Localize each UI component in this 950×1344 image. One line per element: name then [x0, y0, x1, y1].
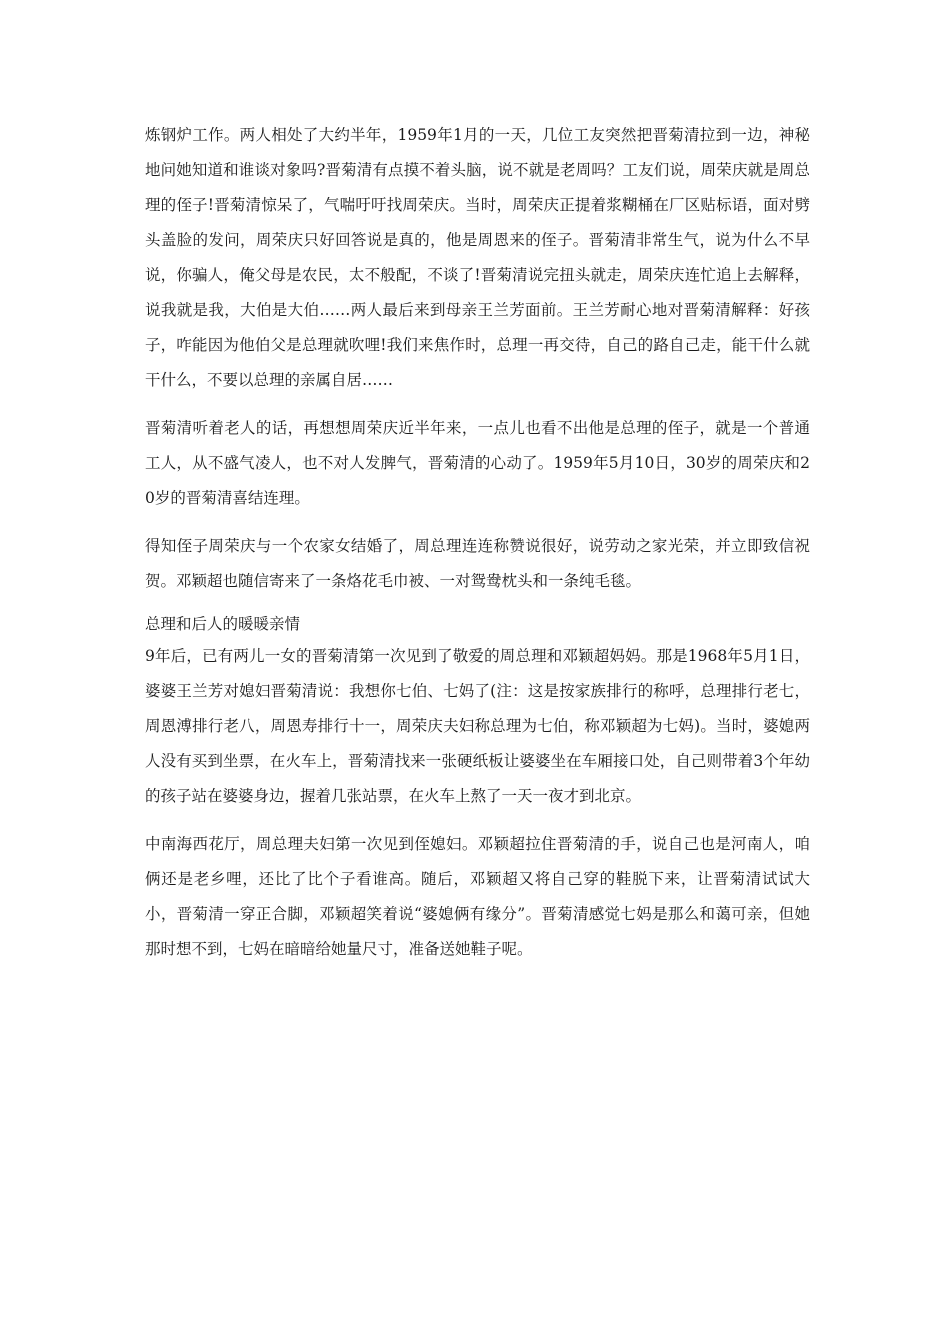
document-body — [145, 118, 810, 967]
paragraph: 炼钢炉工作。两人相处了大约半年，1959年1月的一天，几位工友突然把晋菊清拉到一边，神秘地问她知道和谁谈对象吗?晋菊清有点摸不着头脑，说不就是老周吗？工友们说，周荣庆就是周总理的侄子!晋菊清惊呆了，气喘吁吁找周荣庆。当时，周荣庆正提着浆糊桶在厂区贴标语，面对劈头盖脸的发问，周荣庆只好回答说是真的，他是周恩来的侄子。晋菊清非常生气，说为什么不早说，你骗人，俺父母是农民，太不般配，不谈了!晋菊清说完扭头就走，周荣庆连忙追上去解释，说我就是我，大伯是大伯……两人最后来到母亲王兰芳面前。王兰芳耐心地对晋菊清解释：好孩子，咋能因为他伯父是总理就吹哩!我们来焦作时，总理一再交待，自己的路自己走，能干什么就干什么，不要以总理的亲属自居…… — [145, 126, 810, 389]
paragraph: 得知侄子周荣庆与一个农家女结婚了，周总理连连称赞说很好，说劳动之家光荣，并立即致信祝贺。邓颖超也随信寄来了一条烙花毛巾被、一对鸳鸯枕头和一条纯毛毯。 — [145, 537, 810, 590]
paragraph: 晋菊清听着老人的话，再想想周荣庆近半年来，一点儿也看不出他是总理的侄子，就是一个普通工人，从不盛气凌人，也不对人发脾气，晋菊清的心动了。1959年5月10日，30岁的周荣庆和20岁的晋菊清喜结连理。 — [145, 419, 810, 507]
paragraph: 9年后，已有两儿一女的晋菊清第一次见到了敬爱的周总理和邓颖超妈妈。那是1968年5月1日，婆婆王兰芳对媳妇晋菊清说：我想你七伯、七妈了(注：这是按家族排行的称呼，总理排行老七，周恩溥排行老八，周恩寿排行十一，周荣庆夫妇称总理为七伯，称邓颖超为七妈)。当时，婆媳两人没有买到坐票，在火车上，晋菊清找来一张硬纸板让婆婆坐在车厢接口处，自己则带着3个年幼的孩子站在婆婆身边，握着几张站票，在火车上熬了一天一夜才到北京。 — [145, 647, 810, 805]
section-heading: 总理和后人的暖暖亲情 — [145, 615, 301, 633]
paragraph: 中南海西花厅，周总理夫妇第一次见到侄媳妇。邓颖超拉住晋菊清的手，说自己也是河南人，咱俩还是老乡哩，还比了比个子看谁高。随后，邓颖超又将自己穿的鞋脱下来，让晋菊清试试大小，晋菊清一穿正合脚，邓颖超笑着说“婆媳俩有缘分”。晋菊清感觉七妈是那么和蔼可亲，但她那时想不到，七妈在暗暗给她量尺寸，准备送她鞋子呢。 — [145, 835, 810, 958]
